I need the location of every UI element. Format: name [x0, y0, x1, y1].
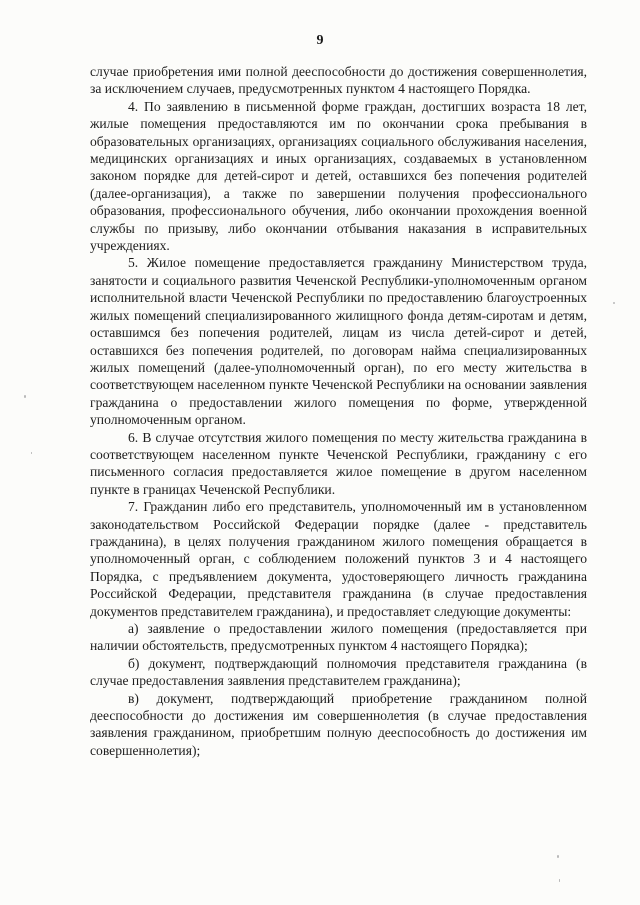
scan-speck [613, 302, 615, 304]
scan-speck [31, 452, 32, 454]
scan-speck [559, 879, 560, 882]
document-body [90, 63, 587, 759]
paragraph-item-6: 6. В случае отсутствия жилого помещения по месту жительства гражданина в соответствующем населенном пункте Чеченской Республики, гражданину с его письменного согласия предоставляется жилое помещение в другом населенном пункте в границах Чеченской Республики. [90, 429, 587, 497]
list-item-a: а) заявление о предоставлении жилого помещения (предоставляется при наличии обстоятельств, предусмотренных пунктом 4 настоящего Порядка); [90, 621, 587, 654]
list-item-v: в) документ, подтверждающий приобретение гражданином полной дееспособности до достижения им совершеннолетия (в случае предоставления заявления гражданином, приобретшим полную дееспособность до достижения им совершеннолетия); [90, 690, 587, 758]
scan-speck [557, 855, 559, 858]
scan-speck [24, 395, 26, 398]
paragraph-item-7: 7. Гражданин либо его представитель, уполномоченный им в установленном законодательством Российской Федерации порядке (далее - представитель гражданина), в целях получения гражданином жилого помещения обращается в уполномоченный орган, с соблюдением положений пунктов 3 и 4 настоящего Порядка, с предъявлением документа, удостоверяющего личность гражданина Российской Федерации, представителя гражданина (в случае предоставления документов представителем гражданина), и предоставляет следующие документы: [90, 499, 587, 619]
paragraph-item-4: 4. По заявлению в письменной форме граждан, достигших возраста 18 лет, жилые помещения предоставляются им по окончании срока пребывания в образовательных организациях, организациях социального обслуживания населения, медицинских организациях и иных организациях, создаваемых в установленном законом порядке для детей-сирот и детей, оставшихся без попечения родителей (далее-организация), а также по завершении получения профессионального образования, профессионального обучения, либо окончании прохождения военной службы по призыву, либо окончании отбывания наказания в исправительных учреждениях. [90, 98, 587, 254]
paragraph-item-5: 5. Жилое помещение предоставляется гражданину Министерством труда, занятости и социального развития Чеченской Республики-уполномоченным органом исполнительной власти Чеченской Республики по предоставлению благоустроенных жилых помещений специализированного жилищного фонда детям-сиротам и детям, оставшимся без попечения родителей, лицам из числа детей-сирот и детей, оставшихся без попечения родителей, по договорам найма специализированных жилых помещений (далее-уполномоченный орган), по его месту жительства в соответствующем населенном пункте Чеченской Республики на основании заявления гражданина о предоставлении жилого помещения по форме, утвержденной уполномоченным органом. [90, 255, 587, 428]
page-number: 9 [316, 33, 324, 48]
paragraph-continuation: случае приобретения ими полной дееспособности до достижения совершеннолетия, за исключением случаев, предусмотренных пунктом 4 настоящего Порядка. [90, 64, 587, 97]
list-item-b: б) документ, подтверждающий полномочия представителя гражданина (в случае предоставления заявления представителем гражданина); [90, 655, 587, 689]
